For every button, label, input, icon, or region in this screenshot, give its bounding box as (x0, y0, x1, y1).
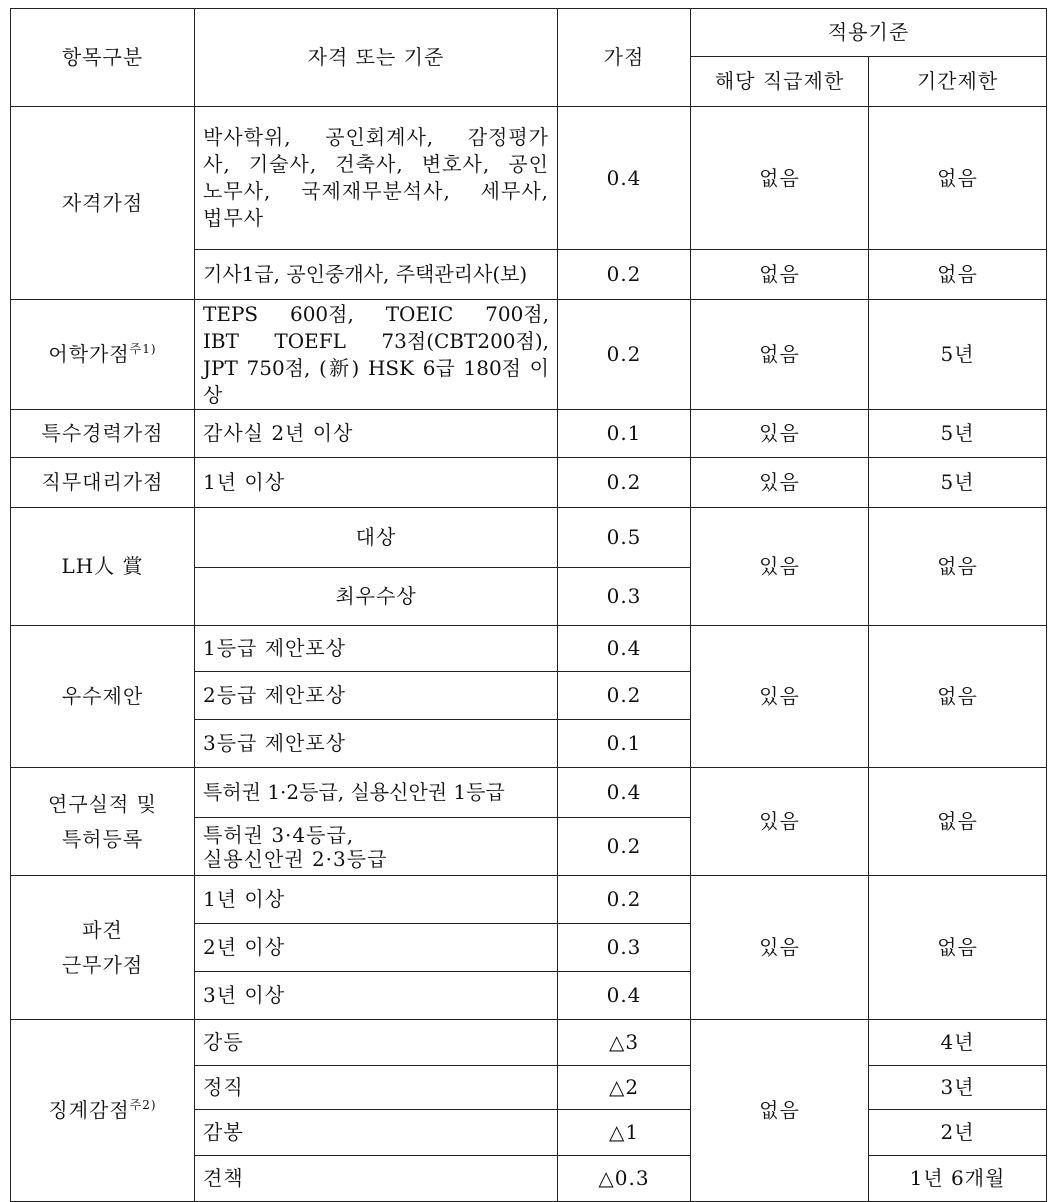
criteria-cell: 감사실 2년 이상 (195, 410, 558, 458)
period-limit-cell: 2년 (869, 1110, 1047, 1156)
period-limit-cell: 없음 (869, 768, 1047, 876)
period-limit-cell: 5년 (869, 410, 1047, 458)
criteria-line: 실용신안권 2·3등급 (203, 846, 388, 871)
table-row (11, 508, 1047, 568)
grade-limit-cell: 있음 (691, 876, 869, 1020)
criteria-cell: 2년 이상 (195, 924, 558, 972)
header-apply: 적용기준 (691, 9, 1047, 57)
points-cell: △2 (558, 1066, 691, 1110)
category-special-career: 특수경력가점 (11, 410, 195, 458)
criteria-cell: 특허권 1·2등급, 실용신안권 1등급 (195, 768, 558, 818)
criteria-cell: 견책 (195, 1156, 558, 1202)
period-limit-cell: 5년 (869, 458, 1047, 508)
criteria-cell (195, 107, 558, 250)
category-label-line: 특허등록 (61, 826, 144, 851)
period-limit-cell: 없음 (869, 107, 1047, 250)
category-label-line: 근무가점 (61, 952, 144, 977)
points-cell: 0.2 (558, 300, 691, 410)
grade-limit-cell: 있음 (691, 458, 869, 508)
points-cell: 0.1 (558, 410, 691, 458)
criteria-cell: 2등급 제안포상 (195, 672, 558, 720)
points-cell: 0.1 (558, 720, 691, 768)
criteria-cell: 1년 이상 (195, 458, 558, 508)
points-cell: 0.2 (558, 458, 691, 508)
period-limit-cell: 4년 (869, 1020, 1047, 1066)
criteria-line: JPT 750점, (新) HSK 6급 180점 이상 (203, 355, 549, 407)
points-cell: 0.4 (558, 107, 691, 250)
criteria-cell: 3등급 제안포상 (195, 720, 558, 768)
category-label: 징계감점 (48, 1098, 130, 1122)
criteria-line: 노무사, 국제재무분석사, 세무사, (203, 179, 549, 203)
category-dispatch (11, 876, 195, 1020)
footnote-mark: 주2) (129, 1098, 157, 1112)
header-category: 항목구분 (11, 9, 195, 107)
criteria-cell: 3년 이상 (195, 972, 558, 1020)
table-row (11, 1020, 1047, 1066)
bonus-points-table (10, 8, 1047, 1202)
criteria-line: 박사학위, 공인회계사, 감정평가 (203, 125, 549, 149)
criteria-cell: 1등급 제안포상 (195, 626, 558, 672)
period-limit-cell: 없음 (869, 250, 1047, 300)
category-proposal: 우수제안 (11, 626, 195, 768)
criteria-cell: 1년 이상 (195, 876, 558, 924)
period-limit-cell: 없음 (869, 508, 1047, 626)
header-period-limit: 기간제한 (869, 57, 1047, 107)
grade-limit-cell: 있음 (691, 410, 869, 458)
category-label-line: 연구실적 및 (48, 791, 157, 816)
category-lh-award: LH人 賞 (11, 508, 195, 626)
category-qualification: 자격가점 (11, 107, 195, 300)
grade-limit-cell: 있음 (691, 626, 869, 768)
header-criteria: 자격 또는 기준 (195, 9, 558, 107)
header-grade-limit: 해당 직급제한 (691, 57, 869, 107)
table-row (11, 410, 1047, 458)
table-row (11, 300, 1047, 410)
points-cell: 0.2 (558, 876, 691, 924)
header-points: 가점 (558, 9, 691, 107)
criteria-cell: 기사1급, 공인중개사, 주택관리사(보) (195, 250, 558, 300)
points-cell: 0.4 (558, 972, 691, 1020)
points-cell: 0.3 (558, 924, 691, 972)
table-row (11, 458, 1047, 508)
category-acting-duty: 직무대리가점 (11, 458, 195, 508)
criteria-cell: 강등 (195, 1020, 558, 1066)
criteria-line: 법무사 (203, 206, 264, 230)
grade-limit-cell: 없음 (691, 300, 869, 410)
criteria-line: 특허권 3·4등급, (203, 822, 355, 847)
points-cell: 0.2 (558, 818, 691, 876)
table-row (11, 768, 1047, 818)
category-label: 어학가점 (48, 342, 130, 366)
criteria-cell (195, 818, 558, 876)
criteria-line: IBT TOEFL 73점(CBT200점), (203, 328, 549, 353)
criteria-cell: 정직 (195, 1066, 558, 1110)
category-language (11, 300, 195, 410)
table-row (11, 107, 1047, 250)
category-label-line: 파견 (82, 917, 123, 942)
period-limit-cell: 1년 6개월 (869, 1156, 1047, 1202)
period-limit-cell: 없음 (869, 876, 1047, 1020)
points-cell: 0.5 (558, 508, 691, 568)
criteria-line: TEPS 600점, TOEIC 700점, (203, 301, 549, 326)
period-limit-cell: 5년 (869, 300, 1047, 410)
period-limit-cell: 없음 (869, 626, 1047, 768)
table-row (11, 876, 1047, 924)
criteria-line: 사, 기술사, 건축사, 변호사, 공인 (203, 152, 549, 176)
points-cell: △0.3 (558, 1156, 691, 1202)
criteria-cell (195, 300, 558, 410)
points-cell: 0.4 (558, 626, 691, 672)
points-cell: △3 (558, 1020, 691, 1066)
table-row (11, 626, 1047, 672)
grade-limit-cell: 없음 (691, 1020, 869, 1202)
points-cell: 0.2 (558, 250, 691, 300)
category-research-patent (11, 768, 195, 876)
grade-limit-cell: 있음 (691, 508, 869, 626)
criteria-cell: 대상 (195, 508, 558, 568)
grade-limit-cell: 있음 (691, 768, 869, 876)
period-limit-cell: 3년 (869, 1066, 1047, 1110)
footnote-mark: 주1) (129, 342, 157, 356)
points-cell: 0.3 (558, 568, 691, 626)
points-cell: 0.4 (558, 768, 691, 818)
grade-limit-cell: 없음 (691, 107, 869, 250)
criteria-cell: 최우수상 (195, 568, 558, 626)
points-cell: △1 (558, 1110, 691, 1156)
points-cell: 0.2 (558, 672, 691, 720)
criteria-cell: 감봉 (195, 1110, 558, 1156)
category-discipline (11, 1020, 195, 1202)
grade-limit-cell: 없음 (691, 250, 869, 300)
